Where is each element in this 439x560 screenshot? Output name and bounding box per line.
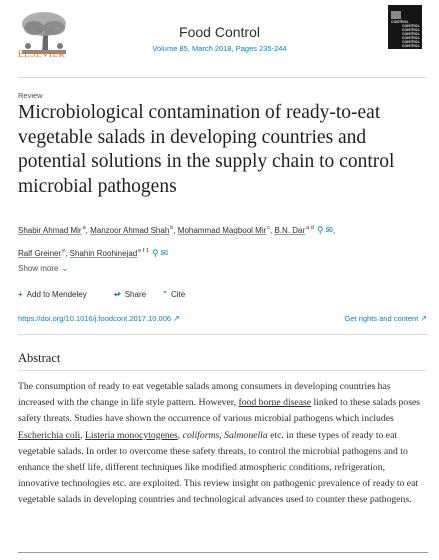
article-type: Review (18, 91, 43, 100)
abstract-term-link[interactable]: Listeria monocytogenes (84, 429, 178, 441)
abstract-text: , (219, 429, 225, 441)
author-link[interactable]: Shabir Ahmad Mir (18, 226, 82, 235)
abstract-term-link[interactable]: food borne disease (238, 397, 312, 409)
journal-title-link[interactable]: Food Control (179, 24, 260, 40)
article-title: Microbiological contamination of ready-to-eat vegetable salads in developing countries and potential solutions in the supply chain to control microbial pathogens (18, 102, 395, 197)
affiliation-sup[interactable]: e (62, 248, 66, 254)
journal-cover[interactable] (388, 5, 422, 49)
divider (18, 370, 426, 371)
abstract-text: , (177, 429, 183, 441)
author-link[interactable]: Manzoor Ahmad Shah (90, 226, 170, 235)
person-icon[interactable]: ⚲ (151, 248, 159, 258)
volume-link[interactable]: Volume 85, March 2018, Pages 235-244 (152, 44, 287, 53)
abstract-text: , (80, 429, 85, 441)
envelope-icon[interactable]: ✉ (160, 248, 169, 258)
abstract-italic: coliforms (182, 429, 220, 441)
author-link[interactable]: Mohammad Maqbool Mir (177, 226, 267, 235)
quote-icon: ” (163, 290, 167, 299)
journal-header (0, 0, 439, 78)
affiliation-sup[interactable]: a (82, 225, 86, 231)
affiliation-sup[interactable]: b (170, 225, 174, 231)
doi-link[interactable] (18, 314, 180, 323)
external-arrow-icon: ↗ (420, 314, 427, 323)
share-button[interactable] (114, 290, 146, 299)
abstract-text: etc. in these types of ready to eat vegetable salads. In order to overcome these safety threats, to control the microbial pathogens and to enhance the shelf life, different techniques like modified atmospheric conditions, refrigeration, innovative technologies etc. are exploited. This review insight on pathogenic prevalence of ready to eat vegetable salads in developing countries and technological advances used to counter these pathogens. (18, 429, 419, 506)
cover-text: CONTROL (402, 28, 420, 32)
chevron-down-icon: ⌄ (61, 264, 69, 273)
show-more-button[interactable] (18, 264, 68, 273)
external-arrow-icon: ↗ (173, 314, 180, 323)
cover-text: CONTROL (391, 20, 409, 24)
share-label: Share (124, 290, 147, 299)
abstract-italic: Salmonella (224, 429, 268, 441)
person-icon[interactable]: ⚲ (316, 225, 324, 235)
affiliation-sup[interactable]: a d (306, 225, 314, 231)
publisher-wordmark: ELSEVIER (18, 50, 66, 60)
cover-text: CONTROL (402, 24, 420, 28)
cover-text: CONTROL (402, 32, 420, 36)
abstract-term-link[interactable]: Escherichia coli (18, 429, 81, 441)
cover-text: CONTROL (402, 40, 420, 44)
envelope-icon[interactable]: ✉ (325, 225, 333, 235)
mendeley-label: Add to Mendeley (26, 290, 87, 299)
author-link[interactable]: B.N. Dar (274, 226, 306, 235)
author-link[interactable]: Shahin Roohinejad (69, 249, 138, 258)
divider (18, 77, 426, 78)
plus-icon: + (18, 290, 23, 299)
divider (18, 552, 428, 553)
add-to-mendeley-button[interactable] (18, 290, 87, 299)
author-link[interactable]: Ralf Greiner (18, 249, 62, 258)
abstract-heading: Abstract (18, 351, 61, 365)
abstract-text: The consumption of ready to eat vegetable salads among consumers in developing countries has increased with the change in life style pattern. However, (18, 381, 391, 409)
abstract-text: linked to these salads poses safety threats. Studies have shown the occurrence of various microbial pathogens which includes (18, 397, 421, 425)
cite-label: Cite (171, 290, 186, 299)
show-more-label: Show more (18, 264, 59, 273)
cover-stripe (391, 11, 401, 19)
share-icon: ↫ (114, 290, 121, 299)
affiliation-sup[interactable]: c (267, 225, 271, 231)
rights-text: Get rights and content (344, 314, 419, 323)
author-list: Shabir Ahmad Mir$^a$, Manzoor Ahmad Shah$^b$, Mohammad Maqbool Mir$^c$, B.N. Dar$^{a d}$ ⚲ ✉, Ralf Greiner$^e$, Shahin Roohinejad$^{e f 1}$ ⚲ ✉ (18, 225, 336, 258)
cite-button[interactable] (163, 290, 185, 299)
doi-text: https://doi.org/10.1016/j.foodcont.2017.10.006 (18, 314, 172, 323)
cover-text: CONTROL (402, 44, 420, 48)
abstract-body (18, 379, 427, 509)
divider (18, 334, 428, 335)
cover-text: CONTROL (402, 36, 420, 40)
affiliation-sup[interactable]: e f 1 (138, 248, 149, 254)
rights-link[interactable] (345, 314, 428, 323)
